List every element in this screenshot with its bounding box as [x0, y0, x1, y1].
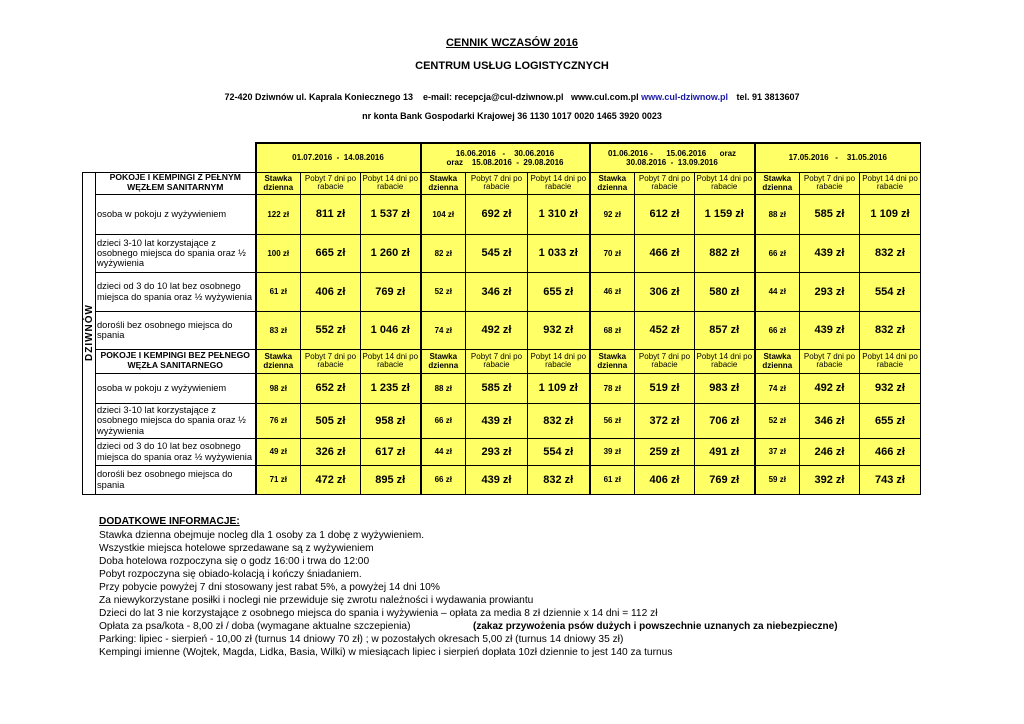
price-cell: 39 zł	[590, 438, 635, 465]
price-cell: 61 zł	[590, 465, 635, 494]
price-row	[83, 272, 921, 311]
price-cell: 832 zł	[860, 311, 921, 349]
price-cell: 100 zł	[256, 234, 301, 272]
column-header: Pobyt 7 dni po rabacie	[635, 172, 695, 194]
parking-line: Parking: lipiec - sierpień - 10,00 zł (turnus 14 dniowy 70 zł) ; w pozostałych okresach 5,00 zł (turnus 14 dniowy 35 zł)	[99, 634, 624, 645]
row-label: dzieci 3-10 lat korzystające z osobnego miejsca do spania oraz ½ wyżywienia	[96, 403, 256, 438]
phone-text: tel. 91 3813607	[736, 92, 800, 102]
column-header: Pobyt 14 dni po rabacie	[695, 172, 755, 194]
section-title: POKOJE I KEMPINGI BEZ PEŁNEGO WĘZŁA SANITARNEGO	[96, 349, 256, 373]
page-subtitle: CENTRUM USŁUG LOGISTYCZNYCH	[415, 60, 609, 72]
price-cell: 665 zł	[301, 234, 361, 272]
location-label-cell	[83, 172, 96, 494]
price-cell: 519 zł	[635, 373, 695, 403]
price-cell: 66 zł	[755, 311, 800, 349]
price-cell: 246 zł	[800, 438, 860, 465]
price-cell: 61 zł	[256, 272, 301, 311]
column-header: Stawka dzienna	[590, 172, 635, 194]
price-cell: 983 zł	[695, 373, 755, 403]
price-row	[83, 465, 921, 494]
note-line: Doba hotelowa rozpoczyna się o godz 16:00 i trwa do 12:00	[99, 556, 370, 567]
price-cell: 68 zł	[590, 311, 635, 349]
price-cell: 932 zł	[860, 373, 921, 403]
price-cell: 895 zł	[361, 465, 421, 494]
camping-line: Kempingi imienne (Wojtek, Magda, Lidka, Basia, Wilki) w miesiącach lipiec i sierpień dopłata 10zł dziennie to jest 140 za turnus	[99, 647, 673, 658]
row-label: dzieci od 3 do 10 lat bez osobnego miejsca do spania oraz ½ wyżywienia	[96, 438, 256, 465]
price-cell: 1 046 zł	[361, 311, 421, 349]
price-cell: 52 zł	[421, 272, 466, 311]
price-cell: 1 310 zł	[528, 194, 590, 234]
column-header: Pobyt 7 dni po rabacie	[301, 349, 361, 373]
price-cell: 82 zł	[421, 234, 466, 272]
price-cell: 88 zł	[421, 373, 466, 403]
page-title: CENNIK WCZASÓW 2016	[445, 37, 579, 49]
price-cell: 1 537 zł	[361, 194, 421, 234]
price-cell: 439 zł	[800, 234, 860, 272]
price-cell: 769 zł	[695, 465, 755, 494]
price-cell: 52 zł	[755, 403, 800, 438]
column-header: Pobyt 14 dni po rabacie	[361, 172, 421, 194]
price-row	[83, 403, 921, 438]
period-header: 16.06.2016 - 30.06.2016 oraz 15.08.2016 - 29.08.2016	[421, 143, 590, 172]
column-header: Pobyt 14 dni po rabacie	[528, 349, 590, 373]
row-label: osoba w pokoju z wyżywieniem	[96, 373, 256, 403]
price-cell: 98 zł	[256, 373, 301, 403]
row-label: dorośli bez osobnego miejsca do spania	[96, 465, 256, 494]
column-header: Pobyt 7 dni po rabacie	[800, 172, 860, 194]
note-line: Przy pobycie powyżej 7 dni stosowany jest rabat 5%, a powyżej 14 dni 10%	[99, 582, 440, 593]
price-cell: 66 zł	[421, 403, 466, 438]
price-cell: 832 zł	[528, 465, 590, 494]
bank-account: nr konta Bank Gospodarki Krajowej 36 1130 1017 0020 1465 3920 0023	[362, 111, 662, 121]
price-row	[83, 438, 921, 465]
price-cell: 293 zł	[466, 438, 528, 465]
column-header: Pobyt 14 dni po rabacie	[695, 349, 755, 373]
period-header: 01.06.2016 - 15.06.2016 oraz 30.08.2016 - 13.09.2016	[590, 143, 755, 172]
price-cell: 44 zł	[755, 272, 800, 311]
column-header: Pobyt 7 dni po rabacie	[466, 172, 528, 194]
price-cell: 1 109 zł	[860, 194, 921, 234]
price-cell: 769 zł	[361, 272, 421, 311]
price-cell: 59 zł	[755, 465, 800, 494]
section-title: POKOJE I KEMPINGI Z PEŁNYM WĘZŁEM SANITARNYM	[96, 172, 256, 194]
price-cell: 692 zł	[466, 194, 528, 234]
row-label: dzieci od 3 do 10 lat bez osobnego miejsca do spania oraz ½ wyżywienia	[96, 272, 256, 311]
column-header: Stawka dzienna	[421, 349, 466, 373]
price-cell: 406 zł	[635, 465, 695, 494]
price-cell: 552 zł	[301, 311, 361, 349]
price-cell: 88 zł	[755, 194, 800, 234]
price-cell: 346 zł	[800, 403, 860, 438]
price-cell: 259 zł	[635, 438, 695, 465]
price-cell: 56 zł	[590, 403, 635, 438]
pets-fee: Opłata za psa/kota - 8,00 zł / doba (wymagane aktualne szczepienia)	[99, 621, 411, 632]
price-row	[83, 194, 921, 234]
pets-line	[99, 620, 979, 633]
price-cell: 1 159 zł	[695, 194, 755, 234]
column-header: Pobyt 7 dni po rabacie	[466, 349, 528, 373]
price-cell: 832 zł	[528, 403, 590, 438]
price-cell: 652 zł	[301, 373, 361, 403]
price-cell: 452 zł	[635, 311, 695, 349]
price-cell: 492 zł	[466, 311, 528, 349]
price-cell: 104 zł	[421, 194, 466, 234]
price-cell: 66 zł	[755, 234, 800, 272]
price-cell: 49 zł	[256, 438, 301, 465]
notes-list	[99, 529, 979, 620]
price-cell: 466 zł	[635, 234, 695, 272]
price-cell: 70 zł	[590, 234, 635, 272]
price-cell: 1 033 zł	[528, 234, 590, 272]
price-cell: 492 zł	[800, 373, 860, 403]
price-cell: 74 zł	[755, 373, 800, 403]
section-header-row	[83, 172, 921, 194]
price-cell: 932 zł	[528, 311, 590, 349]
row-label: dzieci 3-10 lat korzystające z osobnego miejsca do spania oraz ½ wyżywienia	[96, 234, 256, 272]
price-cell: 66 zł	[421, 465, 466, 494]
column-header: Stawka dzienna	[755, 349, 800, 373]
header-blank	[83, 143, 256, 172]
price-cell: 44 zł	[421, 438, 466, 465]
price-cell: 46 zł	[590, 272, 635, 311]
column-header: Pobyt 14 dni po rabacie	[361, 349, 421, 373]
price-cell: 743 zł	[860, 465, 921, 494]
price-cell: 857 zł	[695, 311, 755, 349]
column-header: Pobyt 14 dni po rabacie	[528, 172, 590, 194]
price-cell: 466 zł	[860, 438, 921, 465]
address-text: 72-420 Dziwnów ul. Kaprala Koniecznego 13 e-mail: recepcja@cul-dziwnow.pl www.cul.com.pl	[224, 92, 639, 102]
price-cell: 293 zł	[800, 272, 860, 311]
price-cell: 439 zł	[466, 465, 528, 494]
price-cell: 1 260 zł	[361, 234, 421, 272]
note-line: Pobyt rozpoczyna się obiado-kolacją i kończy śniadaniem.	[99, 569, 362, 580]
column-header: Stawka dzienna	[256, 349, 301, 373]
section-header-row	[83, 349, 921, 373]
price-cell: 1 235 zł	[361, 373, 421, 403]
price-cell: 92 zł	[590, 194, 635, 234]
price-cell: 74 zł	[421, 311, 466, 349]
note-line: Dzieci do lat 3 nie korzystające z osobnego miejsca do spania i wyżywienia – opłata za media 8 zł dziennie x 14 dni = 112 zł	[99, 608, 658, 619]
price-cell: 811 zł	[301, 194, 361, 234]
price-cell: 71 zł	[256, 465, 301, 494]
row-label: dorośli bez osobnego miejsca do spania	[96, 311, 256, 349]
column-header: Pobyt 14 dni po rabacie	[860, 172, 921, 194]
price-cell: 655 zł	[860, 403, 921, 438]
column-header: Pobyt 7 dni po rabacie	[635, 349, 695, 373]
price-cell: 83 zł	[256, 311, 301, 349]
price-cell: 617 zł	[361, 438, 421, 465]
price-cell: 554 zł	[860, 272, 921, 311]
price-cell: 958 zł	[361, 403, 421, 438]
location-label: DZIWNÓW	[83, 303, 95, 361]
column-header: Pobyt 7 dni po rabacie	[800, 349, 860, 373]
price-cell: 554 zł	[528, 438, 590, 465]
price-row	[83, 234, 921, 272]
period-header: 01.07.2016 - 14.08.2016	[256, 143, 421, 172]
price-cell: 122 zł	[256, 194, 301, 234]
notes-heading: DODATKOWE INFORMACJE:	[99, 516, 240, 527]
additional-info	[99, 515, 979, 659]
price-cell: 372 zł	[635, 403, 695, 438]
column-header: Stawka dzienna	[421, 172, 466, 194]
price-cell: 472 zł	[301, 465, 361, 494]
contact-line	[0, 92, 1024, 102]
price-table	[82, 142, 921, 495]
price-cell: 439 zł	[800, 311, 860, 349]
price-cell: 580 zł	[695, 272, 755, 311]
price-cell: 439 zł	[466, 403, 528, 438]
note-line: Stawka dzienna obejmuje nocleg dla 1 osoby za 1 dobę z wyżywieniem.	[99, 530, 425, 541]
price-cell: 655 zł	[528, 272, 590, 311]
row-label: osoba w pokoju z wyżywieniem	[96, 194, 256, 234]
price-cell: 585 zł	[466, 373, 528, 403]
price-cell: 1 109 zł	[528, 373, 590, 403]
price-cell: 585 zł	[800, 194, 860, 234]
price-cell: 406 zł	[301, 272, 361, 311]
price-cell: 392 zł	[800, 465, 860, 494]
column-header: Stawka dzienna	[755, 172, 800, 194]
pets-restriction: (zakaz przywożenia psów dużych i powszechnie uznanych za niebezpieczne)	[473, 621, 838, 632]
price-cell: 326 zł	[301, 438, 361, 465]
price-cell: 545 zł	[466, 234, 528, 272]
column-header: Pobyt 7 dni po rabacie	[301, 172, 361, 194]
price-cell: 37 zł	[755, 438, 800, 465]
price-cell: 306 zł	[635, 272, 695, 311]
period-header: 17.05.2016 - 31.05.2016	[755, 143, 921, 172]
price-cell: 346 zł	[466, 272, 528, 311]
price-cell: 491 zł	[695, 438, 755, 465]
price-cell: 76 zł	[256, 403, 301, 438]
website-link[interactable]: www.cul-dziwnow.pl	[641, 92, 728, 102]
price-cell: 612 zł	[635, 194, 695, 234]
price-cell: 505 zł	[301, 403, 361, 438]
column-header: Pobyt 14 dni po rabacie	[860, 349, 921, 373]
note-line: Wszystkie miejsca hotelowe sprzedawane są z wyżywieniem	[99, 543, 374, 554]
price-cell: 832 zł	[860, 234, 921, 272]
column-header: Stawka dzienna	[590, 349, 635, 373]
column-header: Stawka dzienna	[256, 172, 301, 194]
price-cell: 706 zł	[695, 403, 755, 438]
price-cell: 78 zł	[590, 373, 635, 403]
period-header-row	[83, 143, 921, 172]
note-line: Za niewykorzystane posiłki i noclegi nie przewiduje się zwrotu należności i wydawania prowiantu	[99, 595, 534, 606]
price-row	[83, 311, 921, 349]
price-cell: 882 zł	[695, 234, 755, 272]
price-row	[83, 373, 921, 403]
